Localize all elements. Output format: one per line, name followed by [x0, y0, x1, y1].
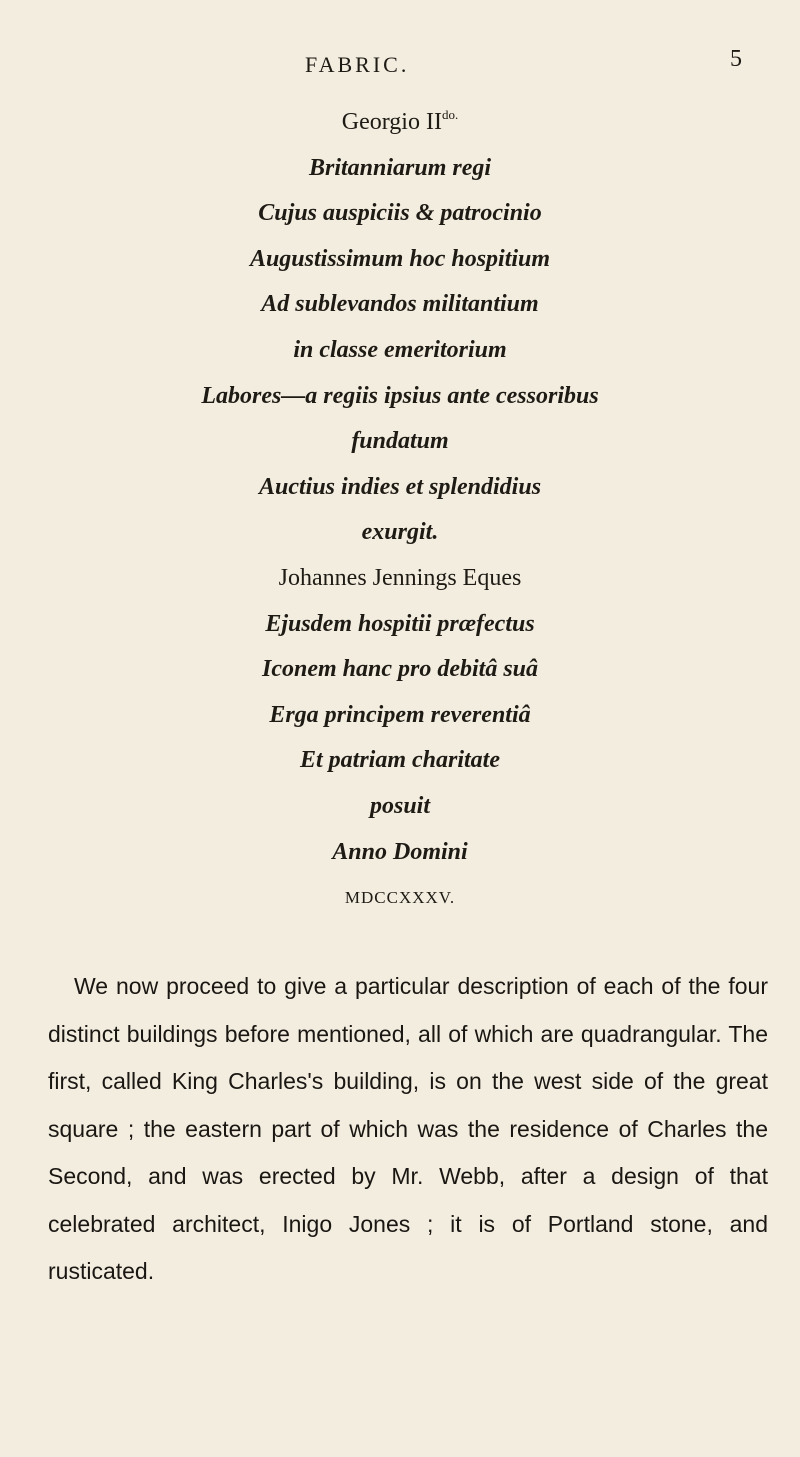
- inscription-line-11: Johannes Jennings Eques: [278, 564, 522, 591]
- inscription-line-6: in classe emeritorium: [293, 336, 507, 363]
- inscription-line-7: Labores—a regiis ipsius ante cessoribus: [201, 382, 599, 409]
- inscription-line-2: Britanniarum regi: [308, 154, 492, 181]
- inscription-line-8: fundatum: [351, 428, 449, 455]
- inscription-line-4: Augustissimum hoc hospitium: [249, 245, 551, 272]
- inscription-line-3: Cujus auspiciis & patrocinio: [258, 200, 542, 227]
- inscription-line-9: Auctius indies et splendidius: [258, 473, 542, 500]
- inscription-line-12: Ejusdem hospitii præfectus: [265, 610, 535, 637]
- inscription-line-5: Ad sublevandos militantium: [261, 291, 539, 318]
- inscription-line-15: Et patriam charitate: [299, 747, 500, 774]
- superscript-do: do.: [441, 107, 459, 122]
- body-text: [48, 963, 768, 1296]
- inscription-line-17: Anno Domini: [332, 838, 468, 865]
- inscription-line-1: Georgio $II^{do.}$: [341, 107, 459, 135]
- inscription-line-10: exurgit.: [361, 519, 439, 546]
- page-number: 5: [730, 46, 745, 72]
- description-paragraph: We now proceed to give a particular description of each of the four distinct buildings before mentioned, all of which are quadrangular. The first, called King Charles's building, is on the west side of the great square ; the eastern part of which was the residence of Charles the Second, and was erected by Mr. Webb, after a design of that celebrated architect, Inigo Jones ; it is of Portland stone, and rusticated.: [48, 973, 768, 1284]
- inscription-line-16: posuit: [369, 792, 431, 819]
- running-title: FABRIC.: [305, 52, 410, 77]
- inscription-line-14: Erga principem reverentiâ: [269, 701, 531, 728]
- inscription-line-18: MDCCXXXV.: [344, 888, 456, 908]
- latin-inscription: [0, 100, 800, 921]
- inscription-line-13: Iconem hanc pro debitâ suâ: [261, 656, 539, 683]
